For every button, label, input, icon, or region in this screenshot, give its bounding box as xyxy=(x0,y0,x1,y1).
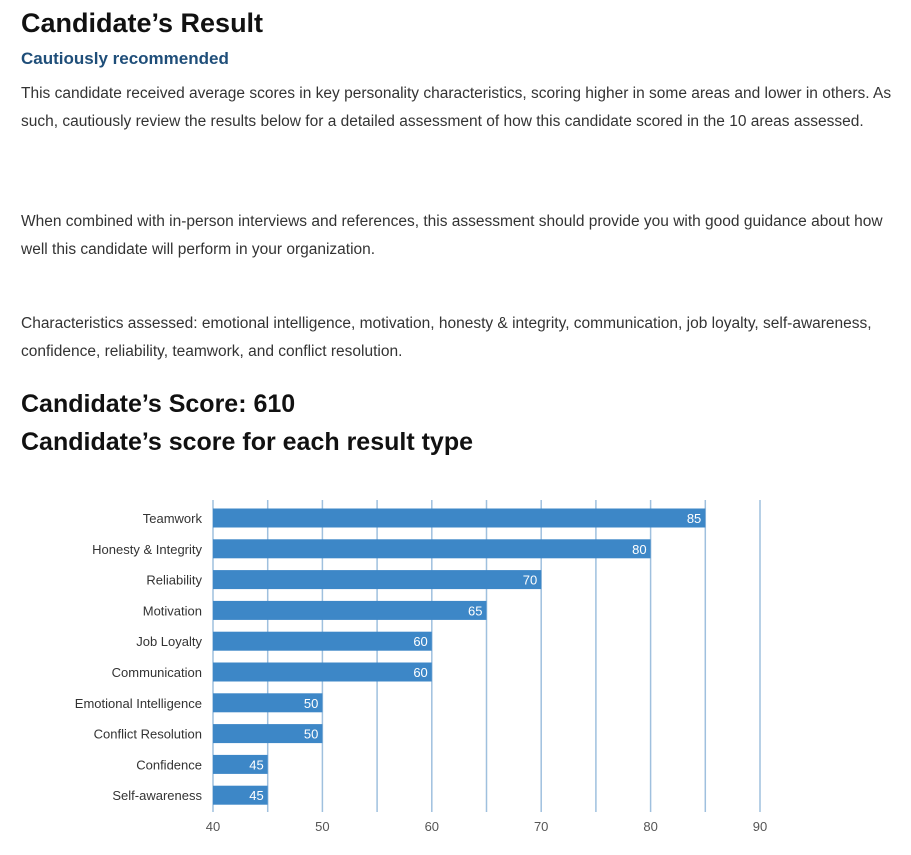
bar xyxy=(213,601,487,620)
bar-value-label: 50 xyxy=(303,726,319,742)
category-label: Conflict Resolution xyxy=(93,726,202,742)
bar-value-label: 50 xyxy=(303,695,319,711)
characteristics-paragraph: Characteristics assessed: emotional intelligence, motivation, honesty & integrity, communication, job loyalty, self-awareness, confidence, reliability, teamwork, and conflict resolution. xyxy=(21,315,872,360)
category-label: Honesty & Integrity xyxy=(92,541,202,557)
bar-value-label: 85 xyxy=(686,511,702,526)
x-tick-label: 40 xyxy=(205,819,221,834)
bar xyxy=(213,632,432,651)
category-label: Job Loyalty xyxy=(136,634,202,650)
bar xyxy=(213,570,541,589)
bar-value-label: 60 xyxy=(413,634,428,650)
bar xyxy=(213,663,432,682)
bar-value-label: 60 xyxy=(413,665,428,680)
bar-value-label: 70 xyxy=(522,572,538,588)
page-title: Candidate’s Result xyxy=(21,8,264,38)
summary-paragraph: This candidate received average scores in key personality characteristics, scoring higher in some areas and lower in others. As such, cautiously review the results below for a detailed assessment of how this candidate scored in the 10 areas assessed. xyxy=(21,85,892,130)
x-tick-label: 80 xyxy=(643,819,658,834)
bar xyxy=(213,539,651,558)
bar-value-label: 65 xyxy=(468,603,483,619)
guidance-paragraph: When combined with in-person interviews and references, this assessment should provide you with good guidance about how well this candidate will perform in your organization. xyxy=(21,213,883,258)
x-tick-label: 60 xyxy=(424,819,440,834)
verdict-label: Cautiously recommended xyxy=(21,49,229,68)
bar xyxy=(213,509,705,528)
category-label: Reliability xyxy=(146,572,202,588)
chart-heading: Candidate’s score for each result type xyxy=(21,428,474,456)
category-label: Communication xyxy=(111,665,202,680)
x-tick-label: 70 xyxy=(533,819,549,834)
bar-value-label: 45 xyxy=(249,788,264,804)
bar-value-label: 80 xyxy=(632,541,647,557)
bar-value-label: 45 xyxy=(249,757,264,773)
score-heading: Candidate’s Score: 610 xyxy=(21,390,296,418)
category-label: Teamwork xyxy=(142,511,202,526)
category-label: Emotional Intelligence xyxy=(74,695,202,711)
category-label: Confidence xyxy=(136,757,202,773)
category-label: Self-awareness xyxy=(112,788,202,804)
x-tick-label: 90 xyxy=(752,819,768,834)
category-label: Motivation xyxy=(142,603,202,619)
x-tick-label: 50 xyxy=(315,819,330,834)
